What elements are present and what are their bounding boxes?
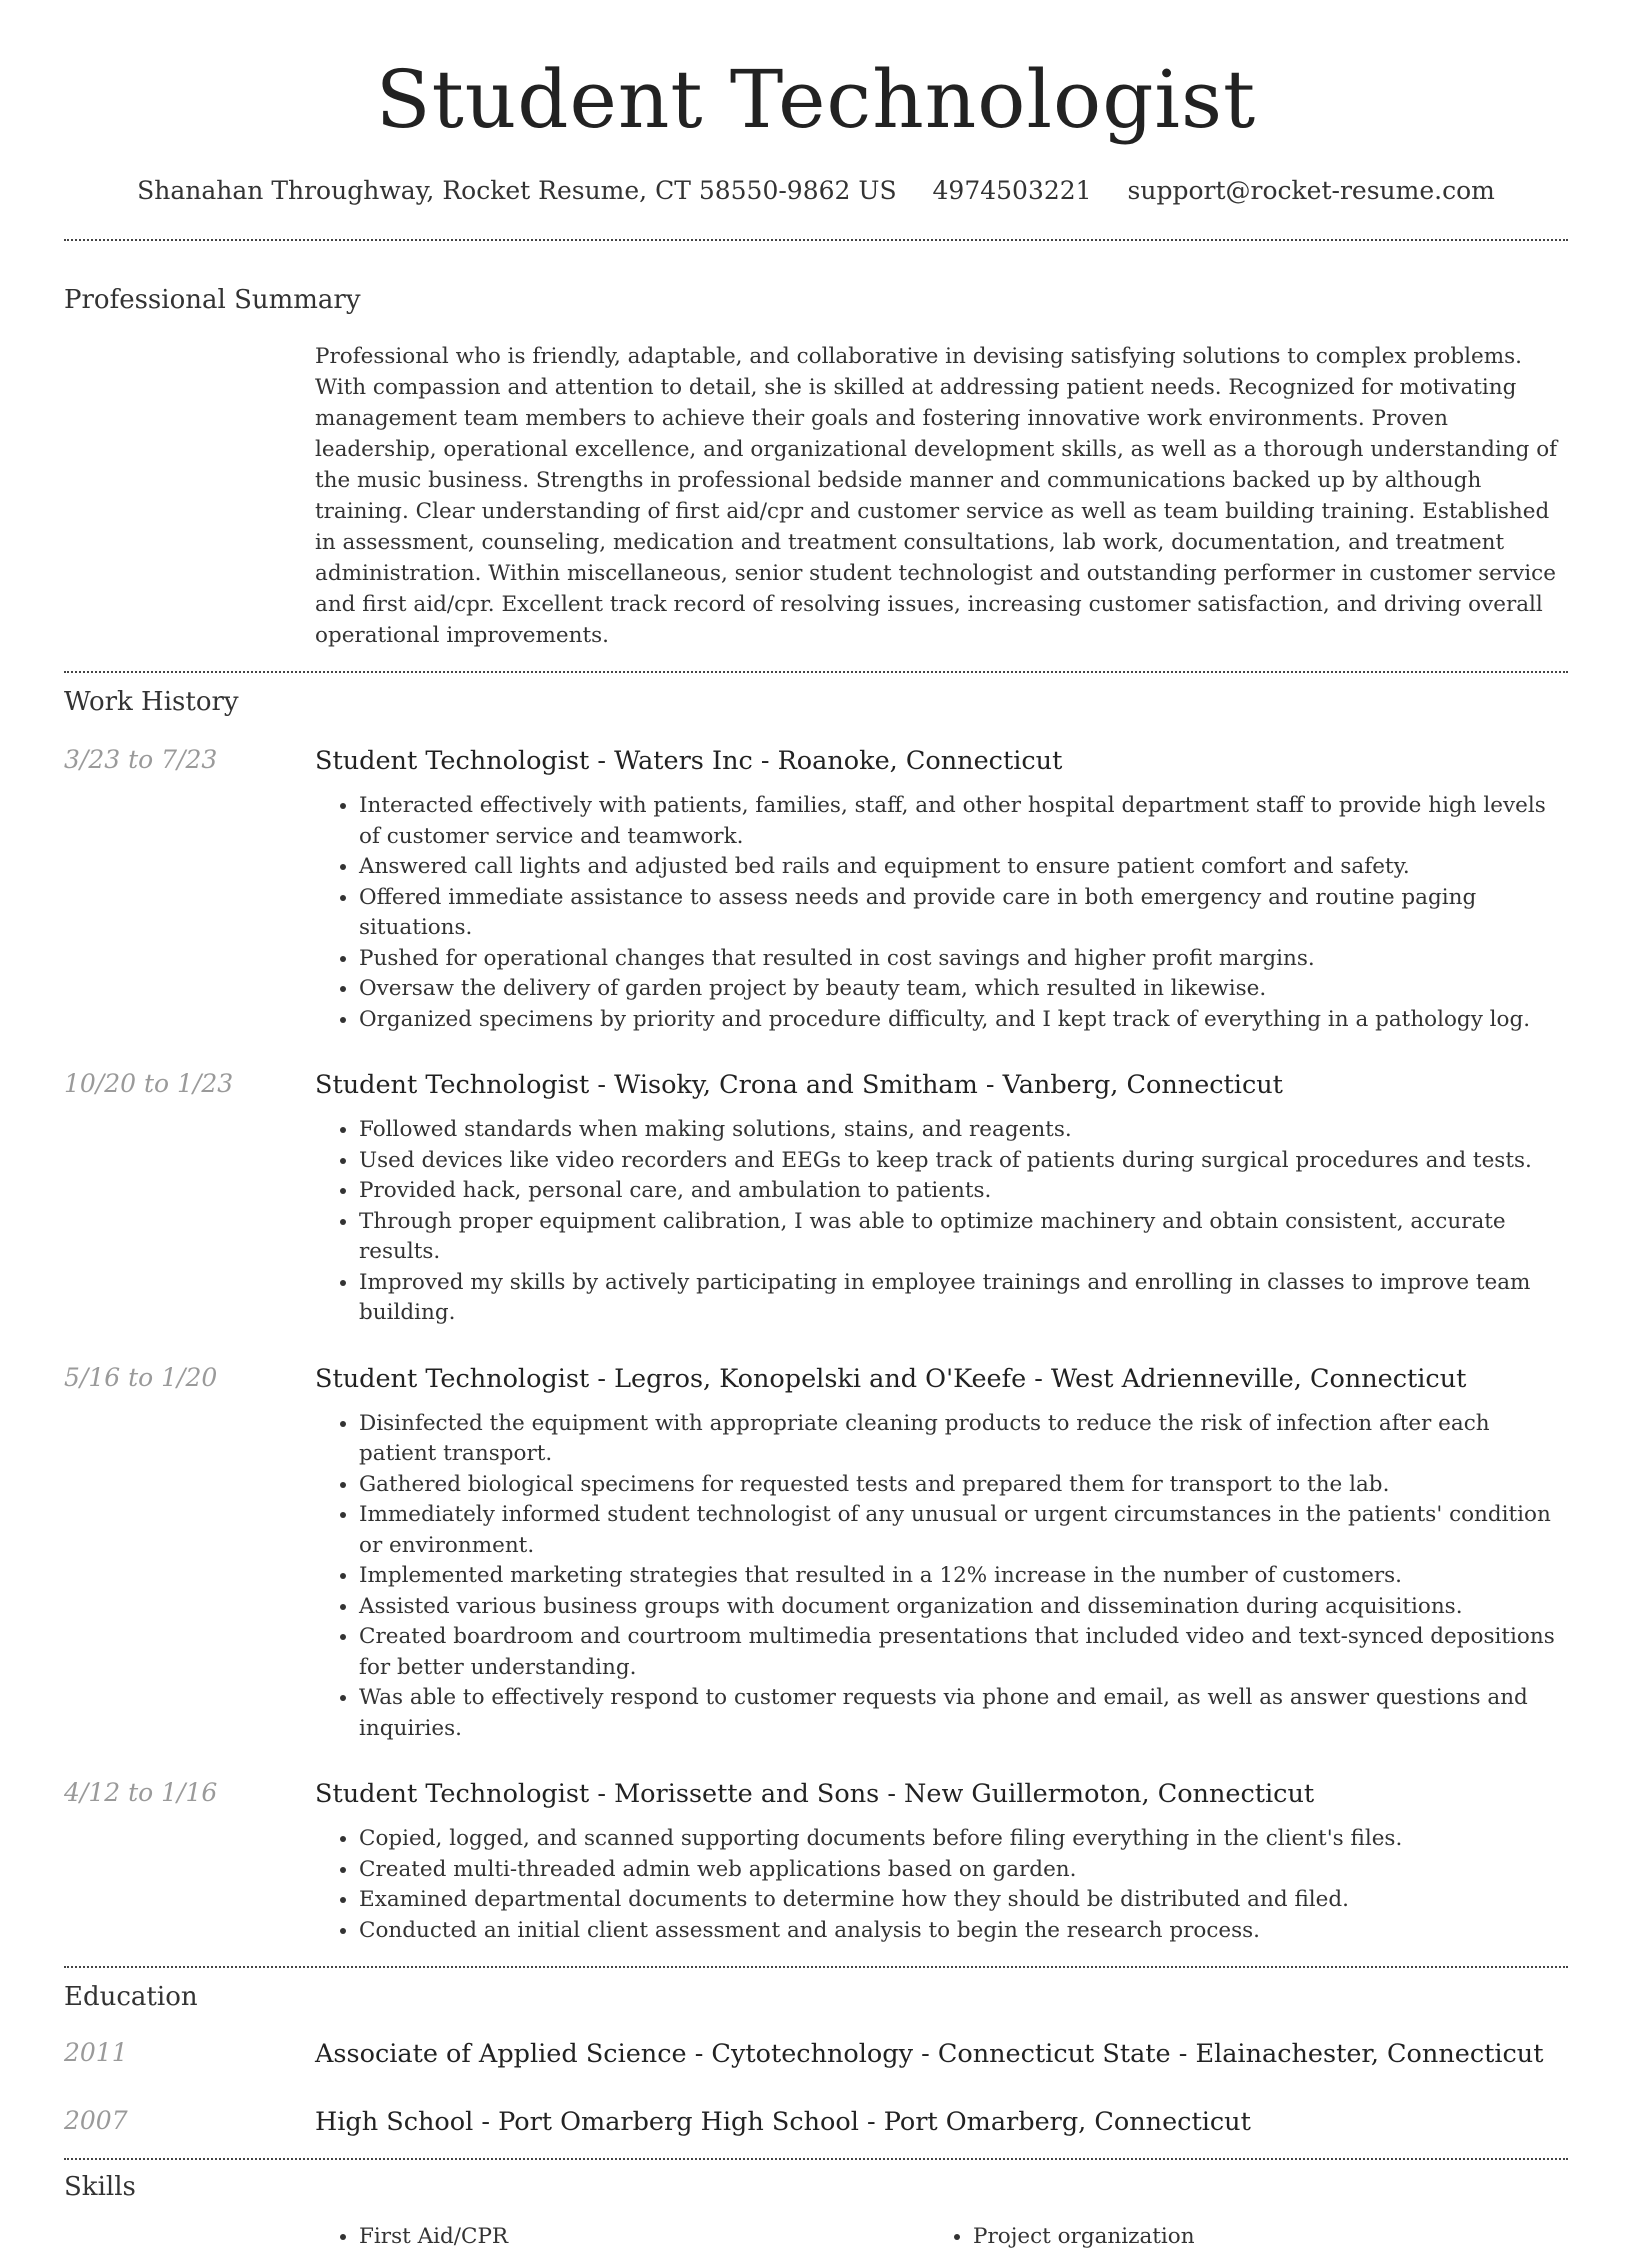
job-bullets [315, 791, 1568, 1035]
skills-column-left [315, 2222, 929, 2252]
job-entry [64, 1069, 1568, 1329]
skills-column-right [929, 2222, 1543, 2252]
contact-line [0, 176, 1632, 205]
education-date: 2007 [64, 2106, 128, 2135]
job-title: Student Technologist - Morissette and Sons - New Guillermoton, Connecticut [315, 1779, 1315, 1809]
job-entry [64, 1778, 1568, 1946]
job-bullets [315, 1115, 1568, 1329]
job-bullet: • Oversaw the delivery of garden project by beauty team, which resulted in likewise. [359, 974, 1568, 1005]
job-title: Student Technologist - Wisoky, Crona and Smitham - Vanberg, Connecticut [315, 1070, 1283, 1100]
job-bullet: • Created multi-threaded admin web applications based on garden. [359, 1855, 1568, 1886]
job-bullet: • Pushed for operational changes that resulted in cost savings and higher profit margins. [359, 944, 1568, 975]
job-bullet: • Copied, logged, and scanned supporting documents before filing everything in the client's files. [359, 1824, 1568, 1855]
divider [64, 2158, 1568, 2160]
skill-item: • Project organization [973, 2222, 1543, 2252]
job-date: 10/20 to 1/23 [64, 1069, 234, 1098]
divider [64, 1966, 1568, 1968]
job-bullets [315, 1824, 1568, 1946]
contact-email: support@rocket-resume.com [1127, 176, 1495, 205]
job-bullet: • Examined departmental documents to determine how they should be distributed and filed. [359, 1885, 1568, 1916]
skills-heading: Skills [64, 2172, 136, 2202]
education-entry [64, 2106, 1568, 2138]
job-bullet: • Created boardroom and courtroom multimedia presentations that included video and text-synced depositions for better understanding. [359, 1622, 1568, 1683]
work-history-heading: Work History [64, 687, 239, 717]
education-date: 2011 [64, 2038, 128, 2067]
job-bullet: • Implemented marketing strategies that resulted in a 12% increase in the number of customers. [359, 1561, 1568, 1592]
job-date: 3/23 to 7/23 [64, 745, 218, 774]
job-bullet: • Interacted effectively with patients, families, staff, and other hospital department staff to provide high levels of customer service and teamwork. [359, 791, 1568, 852]
education-title: High School - Port Omarberg High School - Port Omarberg, Connecticut [315, 2107, 1251, 2137]
contact-phone: 4974503221 [932, 176, 1092, 205]
summary-heading: Professional Summary [64, 285, 361, 315]
contact-address: Shanahan Throughway, Rocket Resume, CT 58550-9862 US [137, 176, 897, 205]
job-entry [64, 745, 1568, 1035]
job-bullet: • Provided hack, personal care, and ambulation to patients. [359, 1176, 1568, 1207]
job-title: Student Technologist - Legros, Konopelski and O'Keefe - West Adrienneville, Connecticut [315, 1363, 1467, 1394]
divider [64, 671, 1568, 673]
job-bullet: • Offered immediate assistance to assess needs and provide care in both emergency and routine paging situations. [359, 883, 1568, 944]
job-date: 4/12 to 1/16 [64, 1778, 218, 1807]
summary-text: Professional who is friendly, adaptable, and collaborative in devising satisfying solutions to complex problems. With compassion and attention to detail, she is skilled at addressing patient needs. Recognized for motivating management team members to achieve their goals and fostering innovative work environments. Proven leadership, operational excellence, and organizational development skills, as well as a thorough understanding of the music business. Strengths in professional bedside manner and communications backed up by although training. Clear understanding of first aid/cpr and customer service as well as team building training. Established in assessment, counseling, medication and treatment consultations, lab work, documentation, and treatment administration. Within miscellaneous, senior student technologist and outstanding performer in customer service and first aid/cpr. Excellent track record of resolving issues, increasing customer satisfaction, and driving overall operational improvements. [315, 344, 1558, 648]
education-heading: Education [64, 1982, 198, 2012]
job-bullet: • Gathered biological specimens for requested tests and prepared them for transport to the lab. [359, 1470, 1568, 1501]
job-bullet: • Immediately informed student technologist of any unusual or urgent circumstances in the patients' condition or environment. [359, 1500, 1568, 1561]
job-entry [64, 1363, 1568, 1745]
job-bullet: • Answered call lights and adjusted bed rails and equipment to ensure patient comfort and safety. [359, 852, 1568, 883]
job-title: Student Technologist - Waters Inc - Roanoke, Connecticut [315, 746, 1063, 776]
job-bullet: • Improved my skills by actively participating in employee trainings and enrolling in classes to improve team building. [359, 1268, 1568, 1329]
skills-list [315, 2222, 1568, 2252]
job-bullet: • Followed standards when making solutions, stains, and reagents. [359, 1115, 1568, 1146]
job-bullet: • Organized specimens by priority and procedure difficulty, and I kept track of everything in a pathology log. [359, 1005, 1568, 1036]
job-bullet: • Assisted various business groups with document organization and dissemination during acquisitions. [359, 1592, 1568, 1623]
job-bullets [315, 1409, 1568, 1745]
education-title: Associate of Applied Science - Cytotechnology - Connecticut State - Elainachester, Connecticut [315, 2039, 1544, 2069]
job-bullet: • Was able to effectively respond to customer requests via phone and email, as well as answer questions and inquiries. [359, 1683, 1568, 1744]
education-entry [64, 2038, 1568, 2070]
divider [64, 239, 1568, 241]
job-bullet: • Conducted an initial client assessment and analysis to begin the research process. [359, 1916, 1568, 1947]
job-bullet: • Used devices like video recorders and EEGs to keep track of patients during surgical procedures and tests. [359, 1146, 1568, 1177]
candidate-name: Student Technologist [375, 53, 1257, 146]
job-bullet: • Through proper equipment calibration, I was able to optimize machinery and obtain consistent, accurate results. [359, 1207, 1568, 1268]
job-bullet: • Disinfected the equipment with appropriate cleaning products to reduce the risk of infection after each patient transport. [359, 1409, 1568, 1470]
skill-item: • First Aid/CPR [359, 2222, 929, 2252]
job-date: 5/16 to 1/20 [64, 1362, 218, 1392]
